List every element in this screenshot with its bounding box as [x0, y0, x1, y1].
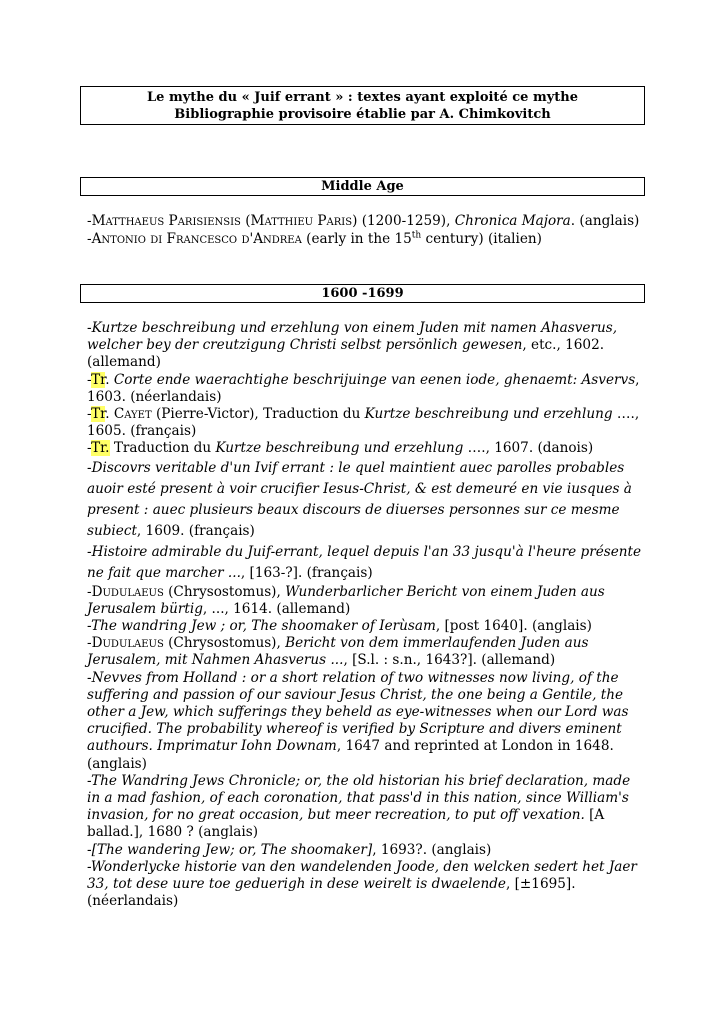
translation-badge: Tr	[91, 371, 106, 388]
entry-wonderlycke-1695: -Wonderlycke historie van den wandelenden Joode, den welcken sedert het Jaer 33, tot dese uure toe geduerigh in dese weirelt is dwaelende, [±1695]. (néerlandais)	[87, 858, 637, 910]
entry-danois-1607: -Tr. Traduction du Kurtze beschreibung und erzehlung …., 1607. (danois)	[87, 440, 594, 457]
middle-age-entries	[87, 212, 647, 248]
entry-kurtze-1602: -Kurtze beschreibung und erzehlung von einem Juden mit namen Ahasverus, welcher bey der creutzigung Christi selbst persönlich gewesen, etc., 1602. (allemand)	[87, 320, 618, 371]
translation-badge: Tr	[91, 406, 106, 423]
entry-discovrs-1609: -Discovrs veritable d'un Ivif errant : le quel maintient auec parolles probables auoir esté present à voir crucifier Iesus-Christ, & est demeuré en vie iusques à present : auec plusieurs beaux discours de diuerses personnes sur ce mesme subiect, 1609. (français)	[87, 459, 632, 539]
section-heading-middle-age: Middle Age	[80, 177, 645, 196]
document-title: Le mythe du « Juif errant » : textes ayant exploité ce mythe	[147, 90, 578, 105]
document-subtitle: Bibliographie provisoire établie par A. Chimkovitch	[174, 107, 551, 122]
entry-histoire-admirable: -Histoire admirable du Juif-errant, lequel depuis l'an 33 jusqu'à l'heure présente ne fait que marcher ..., [163-?]. (français)	[87, 543, 642, 581]
entry-wandring-jew-1640: -The wandring Jew ; or, The shoomaker of Ierùsam, [post 1640]. (anglais)	[87, 618, 592, 635]
translation-badge: Tr.	[91, 440, 110, 457]
period-1600-entries	[87, 320, 647, 910]
entry-nevves-holland-1647: -Nevves from Holland : or a short relation of two witnesses now living, of the suffering and passion of our saviour Jesus Christ, the one being a Gentile, the other a Jew, which sufferings they beheld as eye-witnesses when our Lord was crucified. The probability whereof is verified by Scripture and divers eminent authours. Imprimatur Iohn Downam, 1647 and reprinted at London in 1648. (anglais)	[87, 669, 629, 772]
document-title-box	[80, 86, 645, 125]
entry-wandring-chronicle-1680: -The Wandring Jews Chronicle; or, the old historian his brief declaration, made in a mad fashion, of each coronation, that pass'd in this nation, since William's invasion, for no great occasion, but meer recreation, to put off vexation. [A ballad.], 1680 ? (anglais)	[87, 772, 631, 841]
section-heading-1600-1699: 1600 -1699	[80, 284, 645, 303]
entry-antonio: -Antonio di Francesco d'Andrea (early in the 15th century) (italien)	[87, 230, 542, 247]
entry-cayet-1605: -Tr. Cayet (Pierre-Victor), Traduction du Kurtze beschreibung und erzehlung …., 1605. (français)	[87, 406, 640, 440]
entry-wandering-jew-1693: -[The wandering Jew; or, The shoomaker], 1693?. (anglais)	[87, 841, 492, 858]
entry-dudulaeus-1643: -Dudulaeus (Chrysostomus), Bericht von dem immerlaufenden Juden aus Jerusalem, mit Nahmen Ahasverus ..., [S.l. : s.n., 1643?]. (allemand)	[87, 635, 589, 669]
entry-corte-1603: -Tr. Corte ende waerachtighe beschrijuinge van eenen iode, ghenaemt: Asvervs, 1603. (néerlandais)	[87, 371, 640, 405]
entry-dudulaeus-1614: -Dudulaeus (Chrysostomus), Wunderbarlicher Bericht von einem Juden aus Jerusalem bürtig, ..., 1614. (allemand)	[87, 583, 605, 617]
entry-matthaeus: -Matthaeus Parisiensis (Matthieu Paris) (1200-1259), Chronica Majora. (anglais)	[87, 213, 640, 229]
